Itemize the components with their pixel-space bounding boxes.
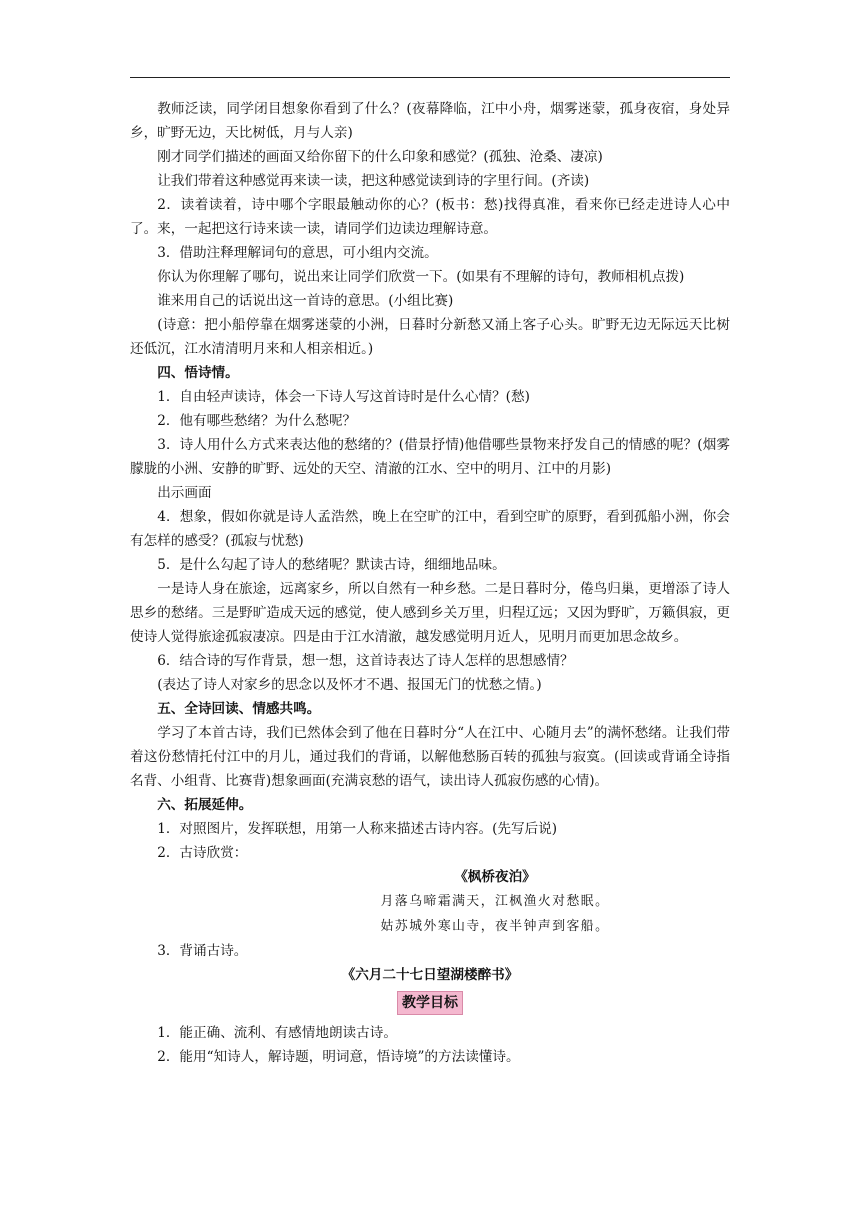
- poem-line: 月落乌啼霜满天，江枫渔火对愁眠。: [380, 894, 610, 909]
- paragraph: 3．诗人用什么方式来表达他的愁绪的？(借景抒情)他借哪些景物来抒发自己的情感的呢？(烟雾朦胧的小洲、安静的旷野、远处的天空、清澈的江水、空中的明月、江中的月影): [130, 437, 730, 477]
- paragraph: 教师泛读，同学闭目想象你看到了什么？(夜幕降临，江中小舟，烟雾迷蒙，孤身夜宿，身处异乡，旷野无边，天比树低，月与人亲): [130, 101, 730, 141]
- paragraph: 出示画面: [157, 485, 212, 501]
- section-badge-wrap: [130, 991, 730, 1015]
- paragraph: 6．结合诗的写作背景，想一想，这首诗表达了诗人怎样的思想感情？: [157, 653, 574, 669]
- header-rule: [130, 77, 730, 78]
- paragraph: 3．背诵古诗。: [157, 943, 248, 959]
- paragraph: 1．对照图片，发挥联想，用第一人称来描述古诗内容。(先写后说): [157, 821, 558, 837]
- paragraph: 让我们带着这种感觉再来读一读，把这种感觉读到诗的字里行间。(齐读): [157, 173, 590, 189]
- paragraph: (诗意：把小船停靠在烟雾迷蒙的小洲，日暮时分新愁又涌上客子心头。旷野无边无际远天比树还低沉，江水清清明月来和人相亲相近。): [130, 317, 730, 357]
- paragraph: 刚才同学们描述的画面又给你留下的什么印象和感觉？(孤独、沧桑、凄凉): [157, 149, 603, 165]
- document-body: [130, 97, 730, 1069]
- goal-item: 2．能用“知诗人，解诗题，明词意，悟诗境”的方法读懂诗。: [157, 1049, 520, 1065]
- lesson-title: 《六月二十七日望湖楼醉书》: [341, 967, 519, 983]
- paragraph: 4．想象，假如你就是诗人孟浩然，晚上在空旷的江中，看到空旷的原野，看到孤船小洲，你会有怎样的感受？(孤寂与忧愁): [130, 509, 730, 549]
- section-heading: 四、悟诗情。: [157, 365, 239, 381]
- poem-title: 《枫桥夜泊》: [454, 869, 536, 885]
- section-heading: 六、拓展延伸。: [157, 797, 253, 813]
- paragraph: 3．借助注释理解词句的意思，可小组内交流。: [157, 245, 438, 261]
- paragraph: 5．是什么勾起了诗人的愁绪呢？默读古诗，细细地品味。: [157, 557, 506, 573]
- paragraph: (表达了诗人对家乡的思念以及怀才不遇、报国无门的忧愁之情。): [157, 677, 542, 693]
- paragraph: 谁来用自己的话说出这一首诗的意思。(小组比赛): [157, 293, 454, 309]
- poem-line: 姑苏城外寒山寺，夜半钟声到客船。: [380, 919, 610, 934]
- paragraph: 2．他有哪些愁绪？为什么愁呢？: [157, 413, 357, 429]
- section-badge: 教学目标: [397, 991, 463, 1015]
- goal-item: 1．能正确、流利、有感情地朗读古诗。: [157, 1025, 397, 1041]
- paragraph: 你认为你理解了哪句，说出来让同学们欣赏一下。(如果有不理解的诗句，教师相机点拨): [157, 269, 685, 285]
- paragraph: 2．读着读着，诗中哪个字眼最触动你的心？(板书：愁)找得真准，看来你已经走进诗人心中了。来，一起把这行诗来读一读，请同学们边读边理解诗意。: [130, 197, 730, 237]
- paragraph: 1．自由轻声读诗，体会一下诗人写这首诗时是什么心情？(愁): [157, 389, 530, 405]
- paragraph: 学习了本首古诗，我们已然体会到了他在日暮时分“人在江中、心随月去”的满怀愁绪。让我们带着这份愁情托付江中的月儿，通过我们的背诵，以解他愁肠百转的孤独与寂寞。(回读或背诵全诗指名背、小组背、比赛背)想象画面(充满哀愁的语气，读出诗人孤寂伤感的心情)。: [130, 725, 730, 789]
- paragraph: 一是诗人身在旅途，远离家乡，所以自然有一种乡愁。二是日暮时分，倦鸟归巢，更增添了诗人思乡的愁绪。三是野旷造成天远的感觉，使人感到乡关万里，归程辽远；又因为野旷，万籁俱寂，更使诗人觉得旅途孤寂凄凉。四是由于江水清澈，越发感觉明月近人，见明月而更加思念故乡。: [130, 581, 730, 645]
- paragraph: 2．古诗欣赏：: [157, 845, 248, 861]
- section-heading: 五、全诗回读、情感共鸣。: [157, 701, 321, 717]
